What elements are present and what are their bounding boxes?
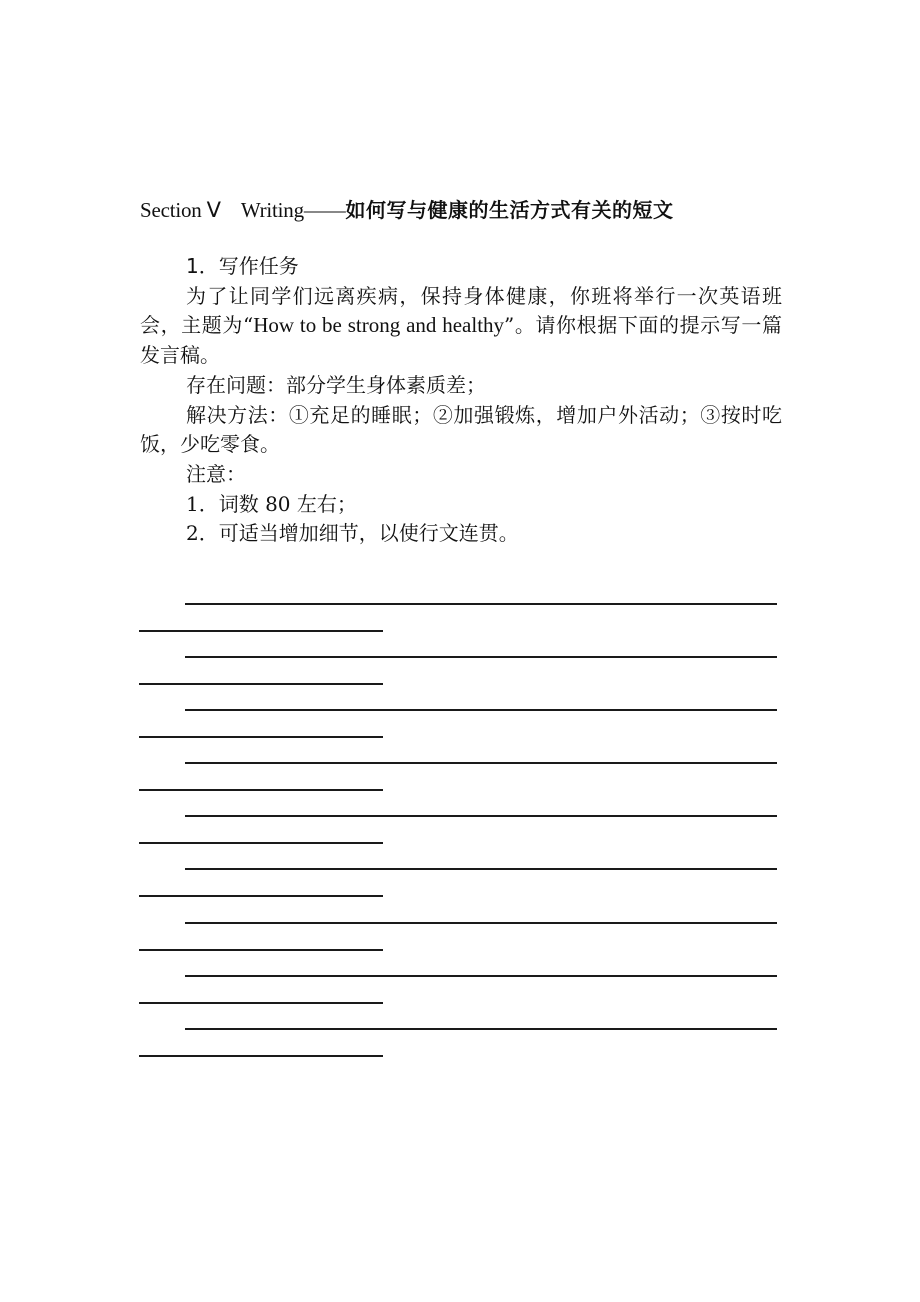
task-problem: 存在问题：部分学生身体素质差； — [186, 372, 486, 397]
answer-line — [185, 868, 777, 870]
answer-line-continuation — [139, 683, 383, 685]
answer-line — [185, 656, 777, 658]
section-number: Section Ⅴ — [140, 198, 221, 222]
answer-line — [185, 1028, 777, 1030]
answer-line-continuation — [139, 1002, 383, 1004]
answer-line — [185, 603, 777, 605]
notes-label: 注意： — [186, 461, 246, 486]
task-intro — [140, 282, 782, 371]
intro-english-theme: How to be strong and healthy — [253, 313, 505, 338]
answer-line-continuation — [139, 949, 383, 951]
answer-line-continuation — [139, 736, 383, 738]
answer-line-continuation — [139, 1055, 383, 1057]
answer-line-continuation — [139, 630, 383, 632]
answer-line-continuation — [139, 842, 383, 844]
note-item: 2．可适当增加细节，以使行文连贯。 — [186, 521, 519, 546]
answer-line — [185, 709, 777, 711]
intro-text-after: ”。请你根据下面的提示写一篇发言稿。 — [140, 313, 782, 368]
answer-line — [185, 922, 777, 924]
answer-line-continuation — [139, 789, 383, 791]
section-title — [140, 194, 674, 223]
answer-line — [185, 762, 777, 764]
task-solutions: 解决方法：①充足的睡眠；②加强锻炼，增加户外活动；③按时吃饭，少吃零食。 — [140, 402, 782, 457]
answer-line — [185, 975, 777, 977]
section-type: Writing—— — [240, 198, 346, 222]
intro-text-before: 为了让同学们远离疾病，保持身体健康，你班将举行一次英语班会，主题为“ — [140, 283, 782, 338]
answer-line-continuation — [139, 895, 383, 897]
task-body — [140, 252, 782, 549]
answer-line — [185, 815, 777, 817]
section-topic: 如何写与健康的生活方式有关的短文 — [345, 198, 674, 222]
task-heading: 1．写作任务 — [186, 254, 299, 278]
note-item: 1．词数 80 左右； — [186, 491, 357, 516]
